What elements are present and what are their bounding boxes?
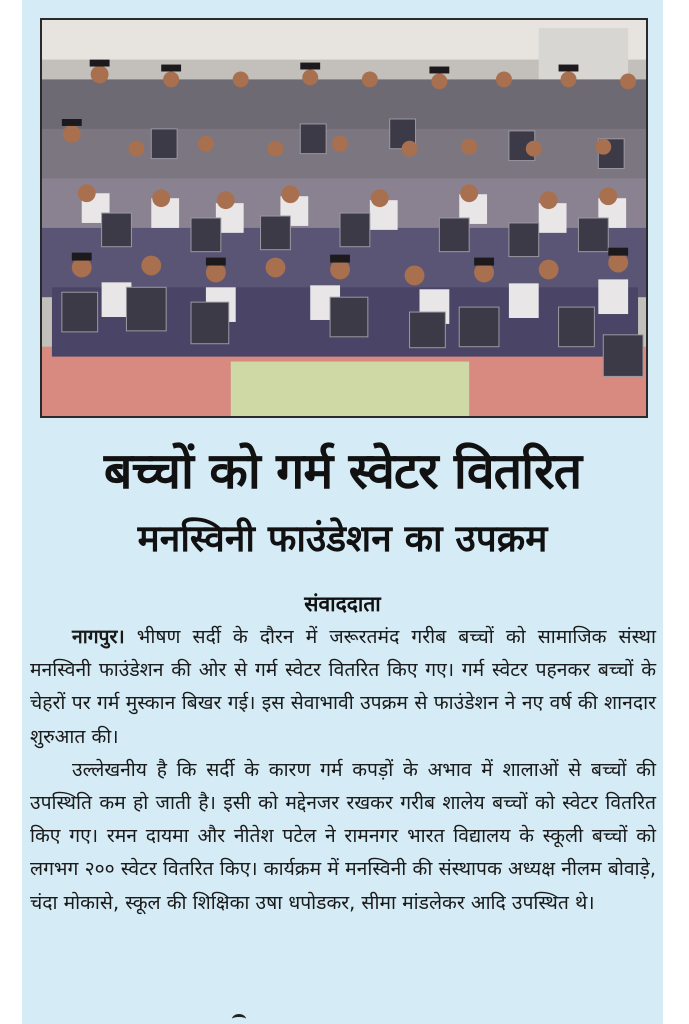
paragraph	[30, 620, 656, 753]
paragraph-text: उल्लेखनीय है कि सर्दी के कारण गर्म कपड़ों के अभाव में शालाओं से बच्चों की उपस्थिति कम हो जाती है। इसी को मद्देनजर रखकर गरीब शालेय बच्चों को स्वेटर वितरित किए गए। रमन दायमा और नीतेश पटेल ने रामनगर भारत विद्यालय के स्कूली बच्चों को लगभग २०० स्वेटर वितरित किए। कार्यक्रम में मनस्विनी की संस्थापक अध्यक्ष नीलम बोवाड़े, चंदा मोकासे, स्कूल की शिक्षिका उषा धपोडकर, सीमा मांडलेकर आदि उपस्थित थे।	[30, 757, 656, 914]
headline: बच्चों को गर्म स्वेटर वितरित	[103, 442, 582, 500]
subheadline: मनस्विनी फाउंडेशन का उपक्रम	[137, 517, 548, 560]
paragraph	[30, 753, 656, 919]
newspaper-clipping	[22, 0, 663, 1024]
byline: संवाददाता	[304, 592, 381, 616]
article-body	[30, 620, 656, 919]
group-photo	[40, 18, 648, 418]
dateline: नागपुर।	[72, 625, 125, 648]
group-photo-image	[42, 20, 646, 416]
cut-off-glyph	[232, 1014, 246, 1024]
paragraph-text: भीषण सर्दी के दौरन में जरूरतमंद गरीब बच्चों को सामाजिक संस्था मनस्विनी फाउंडेशन की ओर से गर्म स्वेटर वितरित किए गए। गर्म स्वेटर पहनकर बच्चों के चेहरों पर गर्म मुस्कान बिखर गई। इस सेवाभावी उपक्रम से फाउंडेशन ने नए वर्ष की शानदार शुरुआत की।	[30, 625, 656, 748]
